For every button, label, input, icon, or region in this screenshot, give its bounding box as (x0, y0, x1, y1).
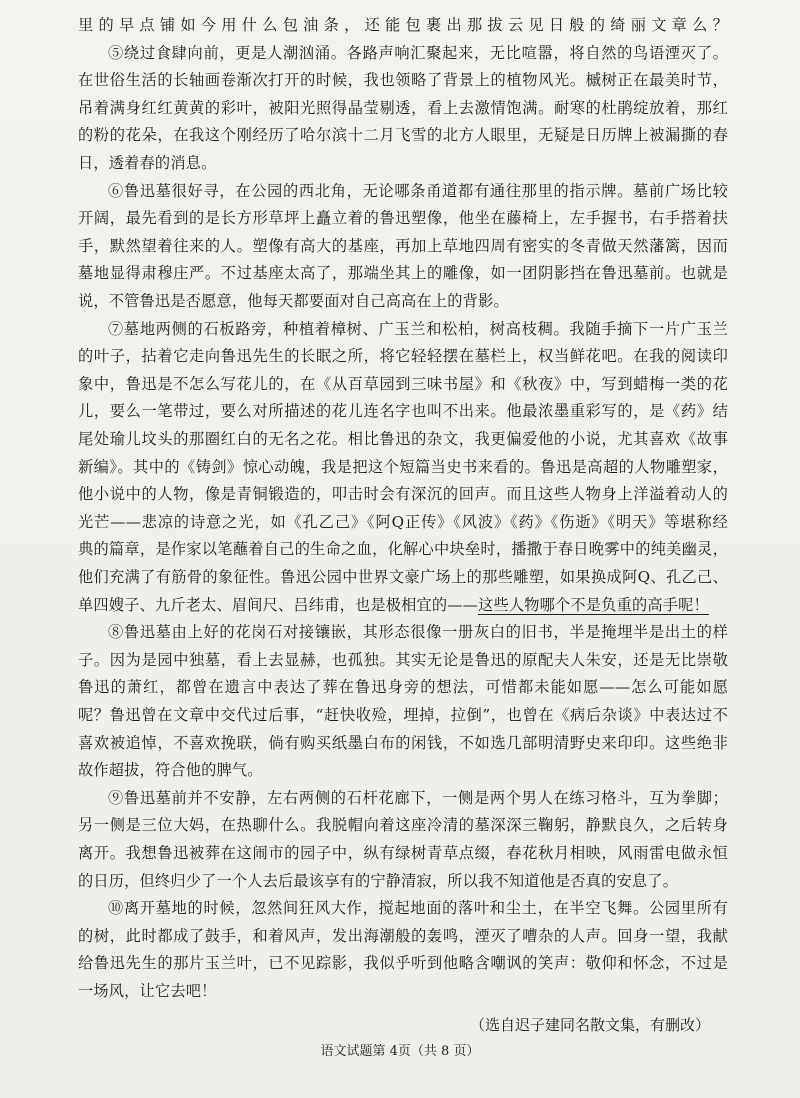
text-line: 典的篇章，是作家以笔蘸着自己的生命之血，化解心中块垒时，播撒于春日晚雾中的纯美幽灵， (78, 540, 728, 559)
text-line: 尾处瑜儿坟头的那圈红白的无名之花。相比鲁迅的杂文，我更偏爱他的小说，尤其喜欢《故事 (78, 430, 728, 448)
text-line: 说，不管鲁迅是否愿意，他每天都要面对自己高高在上的背影。 (78, 292, 509, 310)
source-citation: （选自迟子建同名散文集，有删改） (469, 1015, 710, 1034)
text-line: 故作超拔，符合他的脾气。 (78, 761, 263, 780)
text-line: 开阔，最先看到的是长方形草坪上矗立着的鲁迅塑像，他坐在藤椅上，左手握书，右手搭着扶 (78, 209, 728, 228)
text-line: ⑦墓地两侧的石板路旁，种植着樟树、广玉兰和松柏，树高枝稠。我随手摘下一片广玉兰 (108, 319, 728, 338)
text-line: 新编》。其中的《铸剑》惊心动魄，我是把这个短篇当史书来看的。鲁迅是高超的人物雕塑家， (78, 457, 728, 476)
text-line: ⑥鲁迅墓很好寻，在公园的西北角，无论哪条甬道都有通往那里的指示牌。墓前广场比较 (108, 181, 728, 200)
text-line: 喜欢被追悼，不喜欢挽联，倘有购买纸墨白布的闲钱，不如选几部明清野史来印印。这些绝非 (78, 733, 728, 752)
text-line: ⑧鲁迅墓由上好的花岗石对接镶嵌，其形态很像一册灰白的旧书，半是掩埋半是出土的样 (108, 623, 728, 642)
text-line: 手，默然望着往来的人。塑像有高大的基座，再加上草地四周有密实的冬青做天然藩篱，因而 (78, 236, 728, 255)
text-line: 吊着满身红红黄黄的彩叶，被阳光照得晶莹剔透，看上去激情饱满。耐寒的杜鹃绽放着，那红 (78, 98, 728, 117)
underlined-sentence: 这些人物哪个不是负重的高手呢！ (478, 595, 709, 614)
text-line: ⑨鲁迅墓前并不安静，左右两侧的石杆花廊下，一侧是两个男人在练习格斗，互为拳脚； (108, 788, 728, 807)
text-line: ⑤绕过食肆向前，更是人潮汹涌。各路声响汇聚起来，无比喧嚣，将自然的鸟语湮灭了。 (108, 43, 728, 62)
text-line: 儿，要么一笔带过，要么对所描述的花儿连名字也叫不出来。他最浓墨重彩写的，是《药》结 (78, 402, 728, 421)
text-line: 的树，此时都成了鼓手，和着风声，发出海潮般的轰鸣，湮灭了嘈杂的人声。回身一望，我献 (78, 926, 728, 945)
page-footer: 语文试题第 4页（共 8 页） (320, 1044, 480, 1059)
text-line: 他小说中的人物，像是青铜锻造的，叩击时会有深沉的回声。而且这些人物身上洋溢着动人的 (78, 485, 728, 504)
text-line: 一场风，让它去吧！ (78, 982, 217, 1000)
text-line: 墓地显得肃穆庄严。不过基座太高了，那端坐其上的雕像，如一团阴影挡在鲁迅墓前。也就是 (78, 264, 728, 283)
text-line: 鲁迅的萧红，都曾在遗言中表达了葬在鲁迅身旁的想法，可惜都未能如愿——怎么可能如愿 (78, 678, 728, 697)
text-line: ⑩离开墓地的时候，忽然间狂风大作，搅起地面的落叶和尘土，在半空飞舞。公园里所有 (108, 899, 728, 918)
text-line: 象中，鲁迅是不怎么写花儿的，在《从百草园到三味书屋》和《秋夜》中，写到蜡梅一类的花 (78, 374, 728, 393)
text-line: 他们充满了有筋骨的象征性。鲁迅公园中世界文豪广场上的那些雕塑，如果换成阿Q、孔乙己、 (78, 568, 728, 586)
text-line: 离开。我想鲁迅被葬在这闹市的园子中，纵有绿树青草点缀，春花秋月相映，风雨雷电做永恒 (78, 844, 728, 862)
text-line: 给鲁迅先生的那片玉兰叶，已不见踪影，我似乎听到他略含嘲讽的笑声：敬仰和怀念，不过是 (78, 954, 728, 973)
text-line: 呢？鲁迅曾在文章中交代过后事，“赶快收殓，埋掉，拉倒”，也曾在《病后杂谈》中表达过不 (78, 706, 728, 724)
text-line: 在世俗生活的长轴画卷渐次打开的时候，我也领略了背景上的植物风光。槭树正在最美时节， (78, 71, 728, 90)
text-line: 子。因为是园中独墓，看上去显赫，也孤独。其实无论是鲁迅的原配夫人朱安，还是无比崇敬 (78, 650, 728, 669)
text-line: 日，透着春的消息。 (78, 154, 217, 172)
text-line: 里的早点铺如今用什么包油条，还能包裹出那拔云见日般的绮丽文章么？ (78, 16, 728, 34)
text-segment: 单四嫂子、九斤老太、眉间尺、吕纬甫，也是极相宜的—— (78, 595, 479, 614)
text-line: 的叶子，拈着它走向鲁迅先生的长眠之所，将它轻轻摆在墓栏上，权当鲜花吧。在我的阅读印 (78, 347, 728, 366)
text-line-with-underline (78, 592, 728, 620)
text-line: 的粉的花朵，在我这个刚经历了哈尔滨十二月飞雪的北方人眼里，无疑是日历牌上被漏撕的春 (78, 126, 728, 145)
text-line: 另一侧是三位大妈，在热聊什么。我脱帽向着这座冷清的墓深深三鞠躬，静默良久，之后转身 (78, 816, 728, 835)
text-line: 的日历，但终归少了一个人去后最该享有的宁静清寂，所以我不知道他是否真的安息了。 (78, 871, 679, 890)
text-line: 光芒——悲凉的诗意之光，如《孔乙己》《阿Q正传》《风波》《药》《伤逝》《明天》等堪称经 (78, 512, 728, 531)
